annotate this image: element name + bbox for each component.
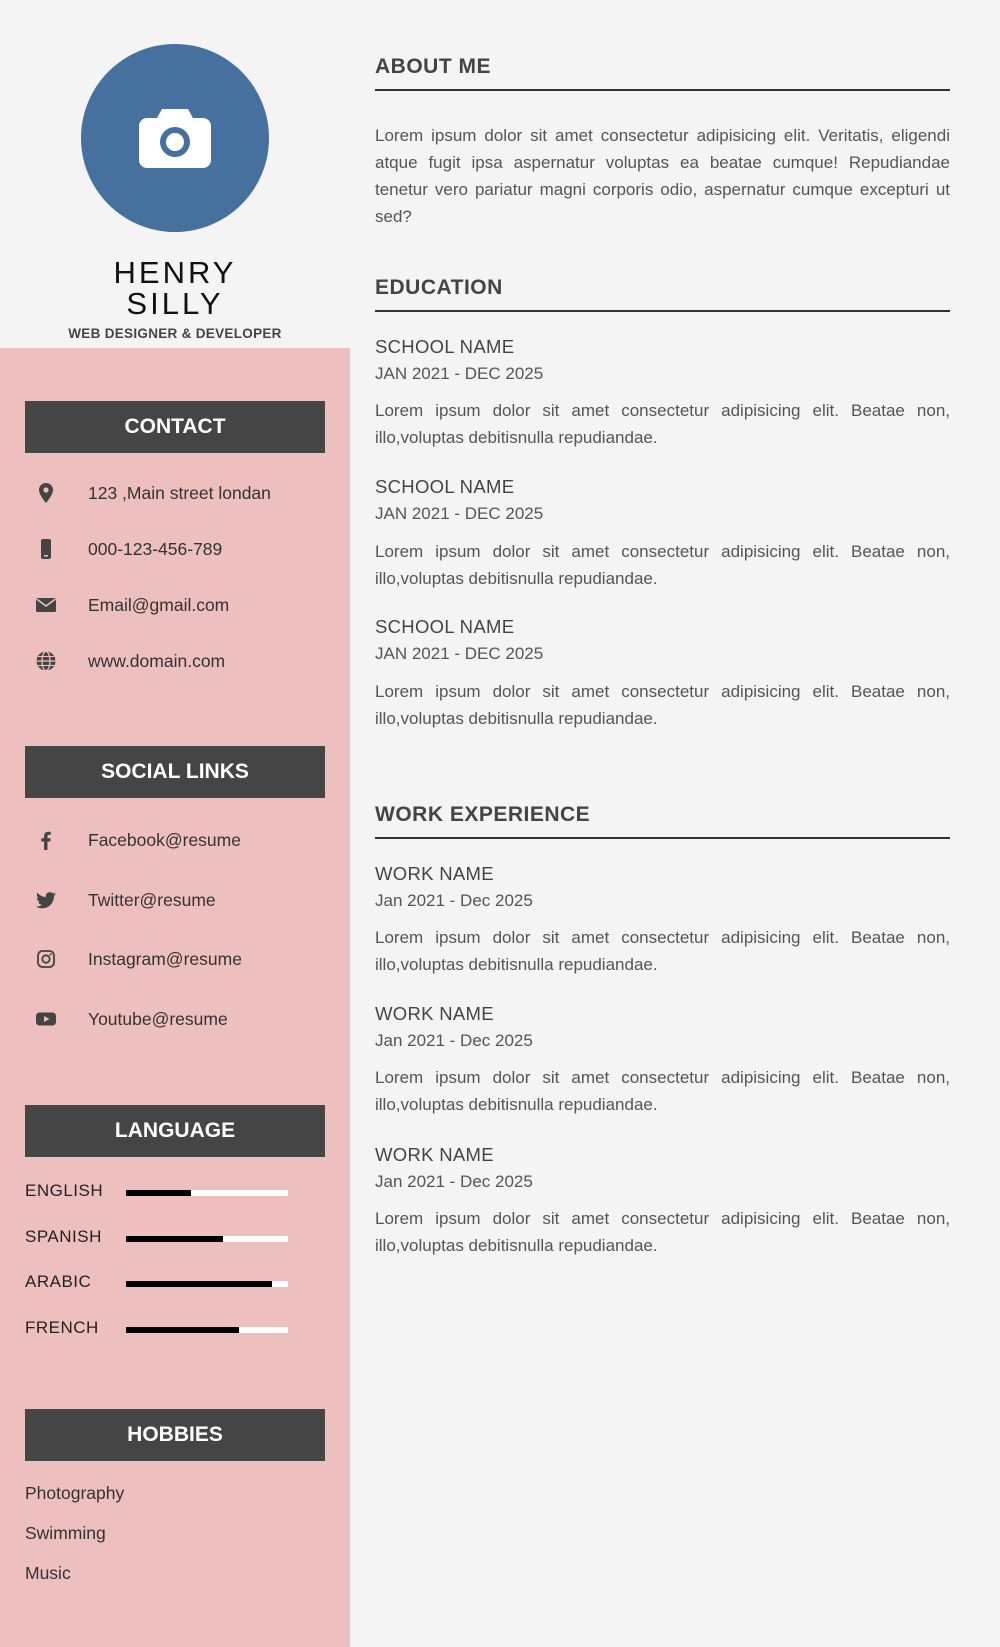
website-text[interactable]: www.domain.com <box>88 651 226 671</box>
work-date: Jan 2021 - Dec 2025 <box>375 1031 533 1050</box>
education-heading: EDUCATION <box>375 276 950 312</box>
email-text[interactable]: Email@gmail.com <box>88 595 230 615</box>
instagram-icon <box>35 948 57 970</box>
phone-text: 000-123-456-789 <box>88 539 223 559</box>
hobby-item: Music <box>25 1563 71 1583</box>
language-heading: LANGUAGE <box>25 1105 325 1157</box>
language-bar <box>126 1327 288 1333</box>
globe-icon <box>35 650 57 672</box>
sidebar <box>0 0 350 1647</box>
envelope-icon <box>35 594 57 616</box>
phone-icon <box>35 538 57 560</box>
language-bar-fill <box>126 1327 239 1333</box>
education-date: JAN 2021 - DEC 2025 <box>375 644 544 663</box>
contact-website <box>0 646 350 676</box>
language-bar-fill <box>126 1190 191 1196</box>
work-date: Jan 2021 - Dec 2025 <box>375 891 533 910</box>
language-label: SPANISH <box>25 1227 102 1246</box>
language-english <box>25 1181 300 1205</box>
work-date: Jan 2021 - Dec 2025 <box>375 1172 533 1191</box>
work-text: Lorem ipsum dolor sit amet consectetur adipisicing elit. Beatae non, illo,voluptas debitisnulla repudiandae. <box>375 1209 950 1255</box>
work-text: Lorem ipsum dolor sit amet consectetur adipisicing elit. Beatae non, illo,voluptas debitisnulla repudiandae. <box>375 1068 950 1114</box>
education-title: SCHOOL NAME <box>375 616 515 637</box>
language-label: ARABIC <box>25 1272 92 1291</box>
last-name: SILLY <box>126 286 224 321</box>
education-text: Lorem ipsum dolor sit amet consectetur adipisicing elit. Beatae non, illo,voluptas debitisnulla repudiandae. <box>375 401 950 447</box>
about-heading: ABOUT ME <box>375 55 950 91</box>
language-bar <box>126 1236 288 1242</box>
facebook-icon <box>35 829 57 851</box>
about-text: Lorem ipsum dolor sit amet consectetur adipisicing elit. Veritatis, eligendi atque fugit ipsa aspernatur voluptas ea beatae cumque! Repudiandae tenetur vero pariatur magni corporis odio, aspernatur cumque excepturi ut sed? <box>375 126 950 226</box>
contact-phone <box>0 534 350 564</box>
work-heading: WORK EXPERIENCE <box>375 803 950 839</box>
instagram-text[interactable]: Instagram@resume <box>88 949 242 969</box>
education-text: Lorem ipsum dolor sit amet consectetur adipisicing elit. Beatae non, illo,voluptas debitisnulla repudiandae. <box>375 682 950 728</box>
twitter-text[interactable]: Twitter@resume <box>88 890 216 910</box>
hobbies-heading: HOBBIES <box>25 1409 325 1461</box>
education-text: Lorem ipsum dolor sit amet consectetur adipisicing elit. Beatae non, illo,voluptas debitisnulla repudiandae. <box>375 542 950 588</box>
job-role: WEB DESIGNER & DEVELOPER <box>68 326 282 341</box>
work-title: WORK NAME <box>375 863 494 884</box>
education-title: SCHOOL NAME <box>375 336 515 357</box>
work-title: WORK NAME <box>375 1003 494 1024</box>
social-instagram[interactable] <box>0 944 350 974</box>
camera-icon <box>138 105 212 169</box>
twitter-icon <box>35 889 57 911</box>
avatar <box>81 44 269 232</box>
language-bar-fill <box>126 1236 223 1242</box>
contact-email <box>0 590 350 620</box>
hobby-item: Photography <box>25 1483 125 1503</box>
social-twitter[interactable] <box>0 885 350 915</box>
language-french <box>25 1318 300 1342</box>
language-arabic <box>25 1272 300 1296</box>
social-heading: SOCIAL LINKS <box>25 746 325 798</box>
hobby-item: Swimming <box>25 1523 106 1543</box>
language-label: ENGLISH <box>25 1181 104 1200</box>
work-text: Lorem ipsum dolor sit amet consectetur adipisicing elit. Beatae non, illo,voluptas debitisnulla repudiandae. <box>375 928 950 974</box>
language-spanish <box>25 1227 300 1251</box>
education-date: JAN 2021 - DEC 2025 <box>375 364 544 383</box>
language-bar <box>126 1190 288 1196</box>
education-title: SCHOOL NAME <box>375 476 515 497</box>
first-name: HENRY <box>113 255 237 290</box>
sidebar-panel <box>0 348 350 1647</box>
address-text: 123 ,Main street londan <box>88 483 271 503</box>
profile-header <box>0 0 350 348</box>
social-youtube[interactable] <box>0 1004 350 1034</box>
contact-address <box>0 478 350 508</box>
work-title: WORK NAME <box>375 1144 494 1165</box>
education-date: JAN 2021 - DEC 2025 <box>375 504 544 523</box>
language-bar-fill <box>126 1281 272 1287</box>
youtube-icon <box>35 1008 57 1030</box>
language-label: FRENCH <box>25 1318 99 1337</box>
map-pin-icon <box>35 482 57 504</box>
social-facebook[interactable] <box>0 825 350 855</box>
youtube-text[interactable]: Youtube@resume <box>88 1009 228 1029</box>
facebook-text[interactable]: Facebook@resume <box>88 830 241 850</box>
language-bar <box>126 1281 288 1287</box>
contact-heading: CONTACT <box>25 401 325 453</box>
